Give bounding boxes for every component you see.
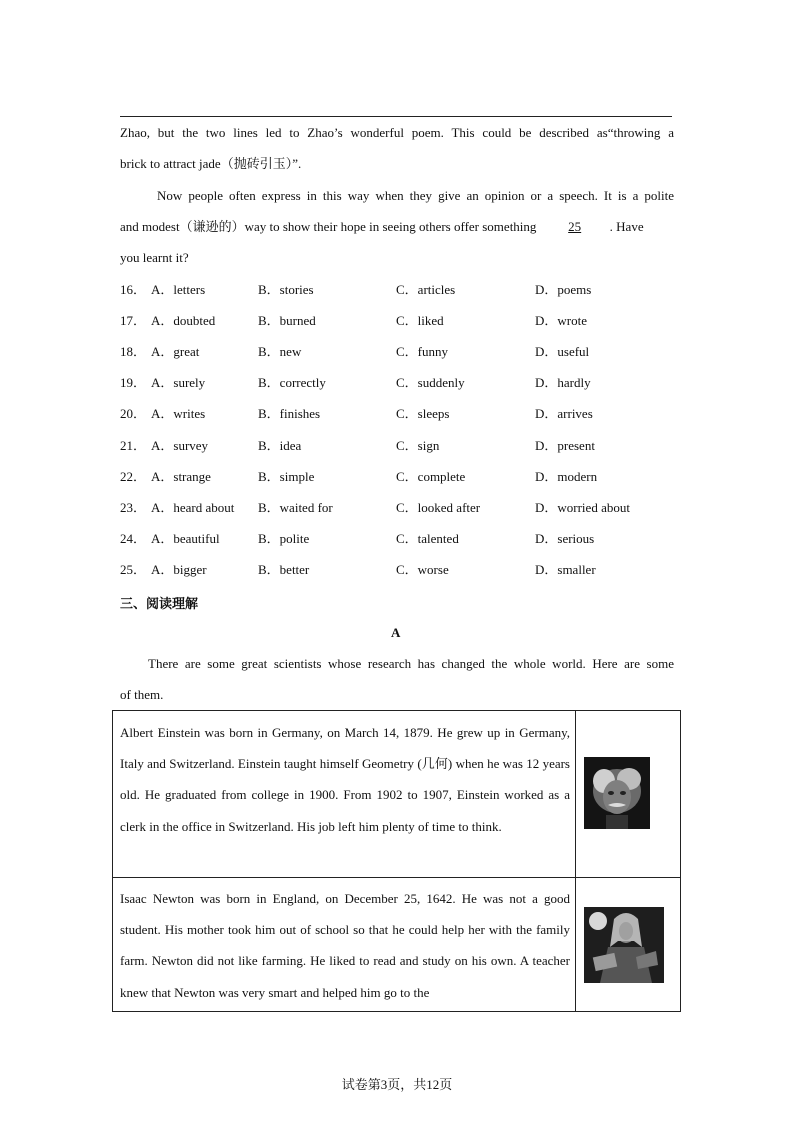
question-number: 20． xyxy=(120,406,147,421)
question-number: 25． xyxy=(120,562,147,577)
passage-line-1: Zhao, but the two lines led to Zhao’s wonderful poem. This could be described as“throwing a xyxy=(120,125,674,140)
option-c: C．talented xyxy=(396,531,459,546)
question-row xyxy=(120,313,680,329)
section-title: 三、阅读理解 xyxy=(120,597,199,612)
newton-portrait xyxy=(584,907,664,983)
passage-line-5: you learnt it? xyxy=(120,250,189,265)
option-b: B．idea xyxy=(258,438,302,453)
question-row xyxy=(120,344,680,360)
option-a: A．letters xyxy=(151,282,206,297)
passage-line-3: Now people often express in this way when they give an opinion or a speech. It is a polite xyxy=(157,188,674,203)
option-c: C．liked xyxy=(396,313,444,328)
question-number: 17． xyxy=(120,313,147,328)
question-number: 18． xyxy=(120,344,147,359)
option-c: C．suddenly xyxy=(396,375,465,390)
passage-line-4 xyxy=(120,219,674,235)
option-b: B．stories xyxy=(258,282,314,297)
question-number: 23． xyxy=(120,500,147,515)
table-divider-horizontal xyxy=(113,877,680,878)
option-a: A．heard about xyxy=(151,500,235,515)
option-d: D．wrote xyxy=(535,313,587,328)
scientists-table xyxy=(112,710,681,1012)
einstein-cell: Albert Einstein was born in Germany, on March 14, 1879. He grew up in Germany, Italy and Switzerland. Einstein taught himself Geometry (几何) when he was 12 years old. He graduated from college in 1900. From 1902 to 1907, Einstein worked as a clerk in the office in Switzerland. His job left him plenty of time to think. xyxy=(120,725,570,834)
question-number: 19． xyxy=(120,375,147,390)
option-a: A．beautiful xyxy=(151,531,220,546)
option-c: C．looked after xyxy=(396,500,481,515)
question-row xyxy=(120,562,680,578)
option-b: B．waited for xyxy=(258,500,333,515)
question-row xyxy=(120,375,680,391)
option-a: A．bigger xyxy=(151,562,207,577)
answer-blank-25: 25 xyxy=(568,219,582,234)
option-b: B．simple xyxy=(258,469,315,484)
passage-line-4-text: and modest（谦逊的）way to show their hope in seeing others offer something xyxy=(120,219,537,234)
question-row xyxy=(120,282,680,298)
option-d: D．smaller xyxy=(535,562,596,577)
option-d: D．arrives xyxy=(535,406,593,421)
option-b: B．finishes xyxy=(258,406,321,421)
question-row xyxy=(120,500,680,516)
option-d: D．modern xyxy=(535,469,598,484)
option-a: A．doubted xyxy=(151,313,216,328)
option-b: B．new xyxy=(258,344,302,359)
question-number: 21． xyxy=(120,438,147,453)
option-c: C．sleeps xyxy=(396,406,450,421)
question-number: 22． xyxy=(120,469,147,484)
option-d: D．poems xyxy=(535,282,592,297)
intro-line-1: There are some great scientists whose research has changed the whole world. Here are some xyxy=(148,656,674,671)
passage-line-2: brick to attract jade（抛砖引玉）”. xyxy=(120,156,302,171)
question-number: 24． xyxy=(120,531,147,546)
option-a: A．great xyxy=(151,344,200,359)
option-b: B．better xyxy=(258,562,310,577)
newton-cell: Isaac Newton was born in England, on December 25, 1642. He was not a good student. His mother took him out of school so that he could help her with the family farm. Newton did not like farming. He liked to read and study on his own. A teacher knew that Newton was very smart and helped him go to the xyxy=(120,891,570,1000)
option-b: B．burned xyxy=(258,313,316,328)
header-rule xyxy=(120,116,672,117)
question-row xyxy=(120,438,680,454)
option-a: A．writes xyxy=(151,406,206,421)
option-a: A．surely xyxy=(151,375,206,390)
option-c: C．funny xyxy=(396,344,449,359)
passage-label: A xyxy=(391,625,401,640)
option-c: C．sign xyxy=(396,438,440,453)
option-a: A．strange xyxy=(151,469,211,484)
option-d: D．useful xyxy=(535,344,590,359)
option-d: D．present xyxy=(535,438,595,453)
option-b: B．correctly xyxy=(258,375,326,390)
passage-line-4-end: . Have xyxy=(609,219,644,234)
option-c: C．complete xyxy=(396,469,466,484)
table-divider-vertical xyxy=(575,711,576,1011)
option-d: D．worried about xyxy=(535,500,630,515)
option-c: C．articles xyxy=(396,282,456,297)
question-row xyxy=(120,469,680,485)
page-footer: 试卷第3页，共12页 xyxy=(341,1077,453,1092)
question-row xyxy=(120,406,680,422)
option-d: D．hardly xyxy=(535,375,591,390)
option-c: C．worse xyxy=(396,562,449,577)
option-d: D．serious xyxy=(535,531,595,546)
option-b: B．polite xyxy=(258,531,310,546)
einstein-portrait xyxy=(584,757,650,829)
intro-line-2: of them. xyxy=(120,687,164,702)
question-number: 16． xyxy=(120,282,147,297)
option-a: A．survey xyxy=(151,438,209,453)
question-row xyxy=(120,531,680,547)
